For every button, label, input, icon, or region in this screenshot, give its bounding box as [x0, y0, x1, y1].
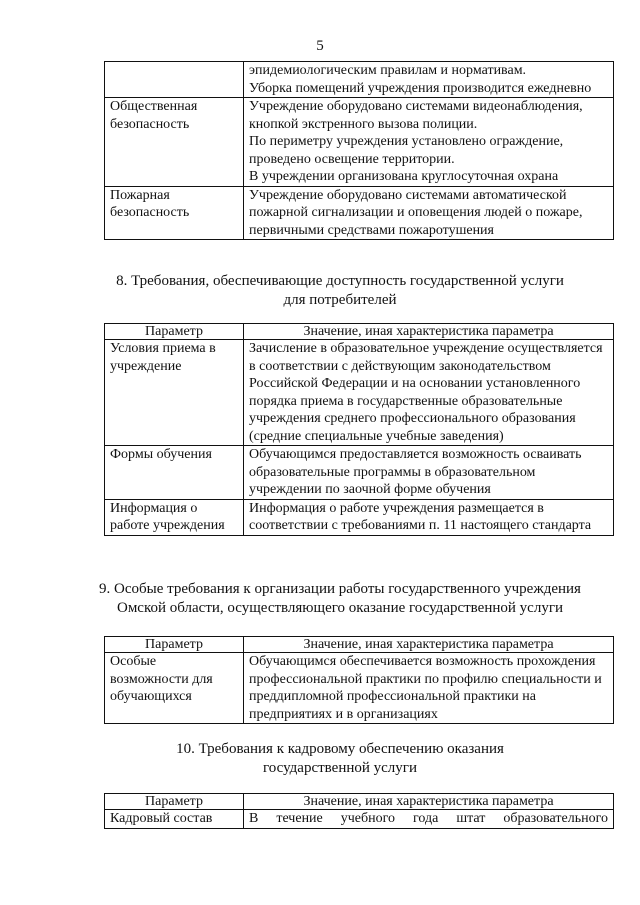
table-row: [105, 186, 614, 240]
value-paragraph: эпидемиологическим правилам и нормативам.: [249, 63, 527, 78]
value-cell: [244, 62, 614, 98]
value-cell: Зачисление в образовательное учреждение осуществляется в соответствии с действующим законодательством Российской Федерации и на основании установленного порядка приема в государственные образовательные учреждения среднего профессионального образования (средние специальные учебные заведения): [244, 340, 614, 446]
value-paragraph: По периметру учреждения установлено ограждение, проведено освещение территории.: [249, 134, 564, 167]
column-header-parameter: Параметр: [105, 637, 244, 653]
table-header-row: [105, 794, 614, 810]
column-header-parameter: Параметр: [105, 794, 244, 810]
value-cell: [244, 186, 614, 240]
table-row: [105, 62, 614, 98]
value-paragraph: Уборка помещений учреждения производится ежедневно: [249, 80, 592, 96]
value-cell: [244, 98, 614, 187]
table-row: [105, 810, 614, 829]
param-cell: Общественная безопасность: [105, 98, 244, 187]
value-paragraph: Учреждение оборудовано системами видеонаблюдения, кнопкой экстренного вызова полиции.: [249, 99, 583, 132]
table-special-requirements: [104, 636, 614, 724]
param-cell: Формы обучения: [105, 446, 244, 500]
section-10-title: [60, 740, 620, 778]
table-accessibility: [104, 323, 614, 536]
table-row: [105, 98, 614, 187]
column-header-value: Значение, иная характеристика параметра: [244, 637, 614, 653]
section-title-line: Омской области, осуществляющего оказание государственной услуги: [116, 600, 563, 616]
value-paragraph: Учреждение оборудовано системами автоматической пожарной сигнализации и оповещения людей о пожаре, первичными средствами пожаротушения: [249, 187, 583, 238]
value-cell: В течение учебного года штат образовательного: [244, 810, 614, 829]
section-9-title: [60, 580, 620, 618]
table-row: [105, 340, 614, 446]
param-cell: Условия приема в учреждение: [105, 340, 244, 446]
section-8-title: [60, 272, 620, 310]
table-row: [105, 499, 614, 535]
param-cell: Особые возможности для обучающихся: [105, 653, 244, 724]
value-cell: Информация о работе учреждения размещается в соответствии с требованиями п. 11 настоящего стандарта: [244, 499, 614, 535]
section-title-line: для потребителей: [283, 292, 397, 308]
param-cell: [105, 62, 244, 98]
value-cell: Обучающимся предоставляется возможность осваивать образовательные программы в образовательном учреждении по заочной форме обучения: [244, 446, 614, 500]
table-staffing: [104, 793, 614, 829]
param-cell: Информация о работе учреждения: [105, 499, 244, 535]
section-title-line: 9. Особые требования к организации работы государственного учреждения: [99, 581, 581, 597]
column-header-value: Значение, иная характеристика параметра: [244, 794, 614, 810]
section-title-line: 10. Требования к кадровому обеспечению оказания: [176, 741, 504, 757]
param-cell: Пожарная безопасность: [105, 186, 244, 240]
column-header-value: Значение, иная характеристика параметра: [244, 324, 614, 340]
table-header-row: [105, 637, 614, 653]
column-header-parameter: Параметр: [105, 324, 244, 340]
value-paragraph: В учреждении организована круглосуточная охрана: [249, 169, 559, 184]
section-title-line: 8. Требования, обеспечивающие доступность государственной услуги: [116, 273, 564, 289]
table-row: [105, 653, 614, 724]
section-title-line: государственной услуги: [263, 760, 417, 776]
value-cell: Обучающимся обеспечивается возможность прохождения профессиональной практики по профилю специальности и преддипломной профессиональной практики на предприятиях и в организациях: [244, 653, 614, 724]
table-header-row: [105, 324, 614, 340]
page-number: 5: [316, 38, 324, 54]
table-row: [105, 446, 614, 500]
param-cell: Кадровый состав: [105, 810, 244, 829]
table-safety-continued: [104, 61, 614, 240]
